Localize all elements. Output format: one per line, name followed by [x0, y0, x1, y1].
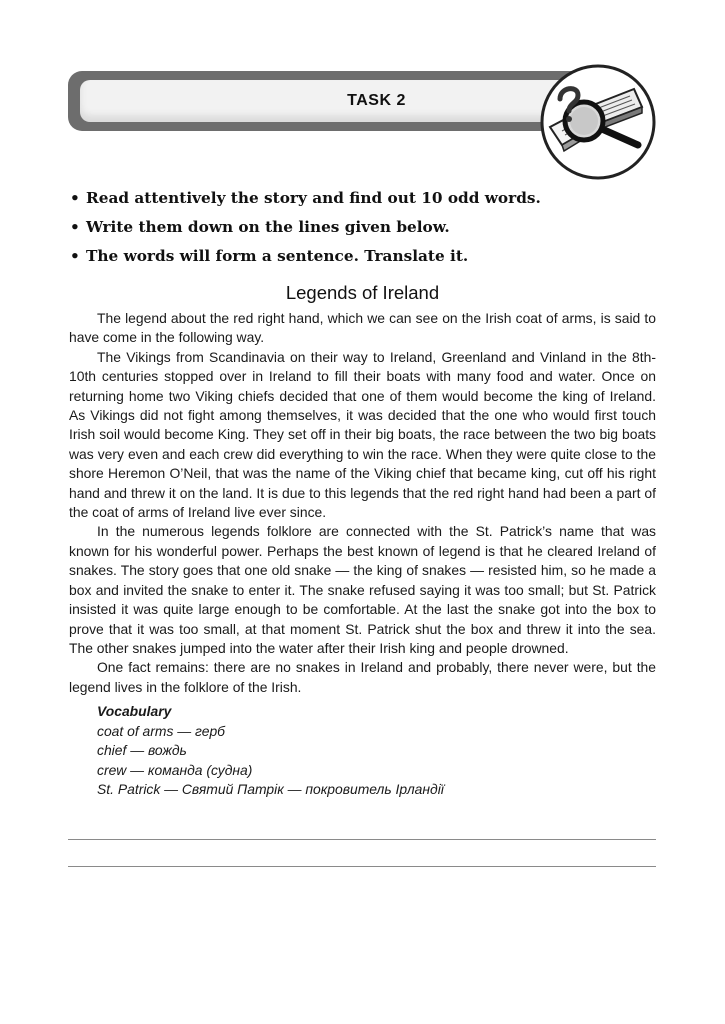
- instruction-text: Read attentively the story and find out 10 odd words.: [86, 189, 541, 207]
- vocabulary-section: [97, 702, 597, 800]
- bullet-icon: •: [70, 247, 80, 265]
- story-paragraph: One fact remains: there are no snakes in Ireland and probably, there never were, but the legend lives in the folklore of the Irish.: [69, 659, 656, 695]
- instruction-item: [70, 187, 670, 216]
- story-body: [69, 309, 656, 697]
- vocabulary-entry: chief — вождь: [97, 742, 187, 759]
- vocabulary-entry: crew — команда (судна): [97, 761, 253, 778]
- story-title: Legends of Ireland: [285, 282, 440, 303]
- instruction-item: [70, 216, 670, 245]
- answer-line[interactable]: [68, 839, 656, 840]
- instruction-text: The words will form a sentence. Translate it.: [86, 247, 469, 265]
- bullet-icon: •: [70, 189, 80, 207]
- vocabulary-heading: Vocabulary: [97, 703, 172, 719]
- book-magnifier-question-icon: [538, 63, 658, 181]
- instruction-list: [70, 187, 670, 274]
- story-paragraph: In the numerous legends folklore are connected with the St. Patrick’s name that was known for his wonderful power. Perhaps the best known of legend is that he cleared Ireland of snakes. The story goes that one old snake — the king of snakes — resisted him, so he made a box and invited the snake to enter it. The snake refused saying it was too small; but St. Patrick insisted it was quite large enough to be comfortable. At the last the snake got into the box to prove that it was too small, at that moment St. Patrick shut the box and threw it into the sea. The other snakes jumped into the water after their Irish king and people drowned.: [69, 523, 656, 656]
- instruction-text: Write them down on the lines given below.: [86, 218, 450, 236]
- story-paragraph: The legend about the red right hand, which we can see on the Irish coat of arms, is said to have come in the following way.: [69, 310, 656, 346]
- instruction-item: [70, 245, 670, 274]
- vocabulary-entry: coat of arms — герб: [97, 722, 225, 739]
- answer-line[interactable]: [68, 866, 656, 867]
- bullet-icon: •: [70, 218, 80, 236]
- story-paragraph: The Vikings from Scandinavia on their way to Ireland, Greenland and Vinland in the 8th-10th centuries stopped over in Ireland to fill their boats with many food and water. Once on returning home two Viking chiefs decided that one of them would become the king of Ireland. As Vikings did not fight among themselves, it was decided that the one who would first touch Irish soil would become King. They set off in their big boats, the race between the two big boats was very even and each crew did everything to win the race. When they were quite close to the shore Heremon O’Neil, that was the name of the Viking chief that became king, cut off his right hand and threw it on the land. It is due to this legends that the red right hand had been a part of the coat of arms of Ireland live ever since.: [69, 348, 656, 521]
- task-title: TASK 2: [347, 92, 406, 109]
- vocabulary-entry: St. Patrick — Святий Патрік — покровитель Ірландії: [97, 781, 444, 798]
